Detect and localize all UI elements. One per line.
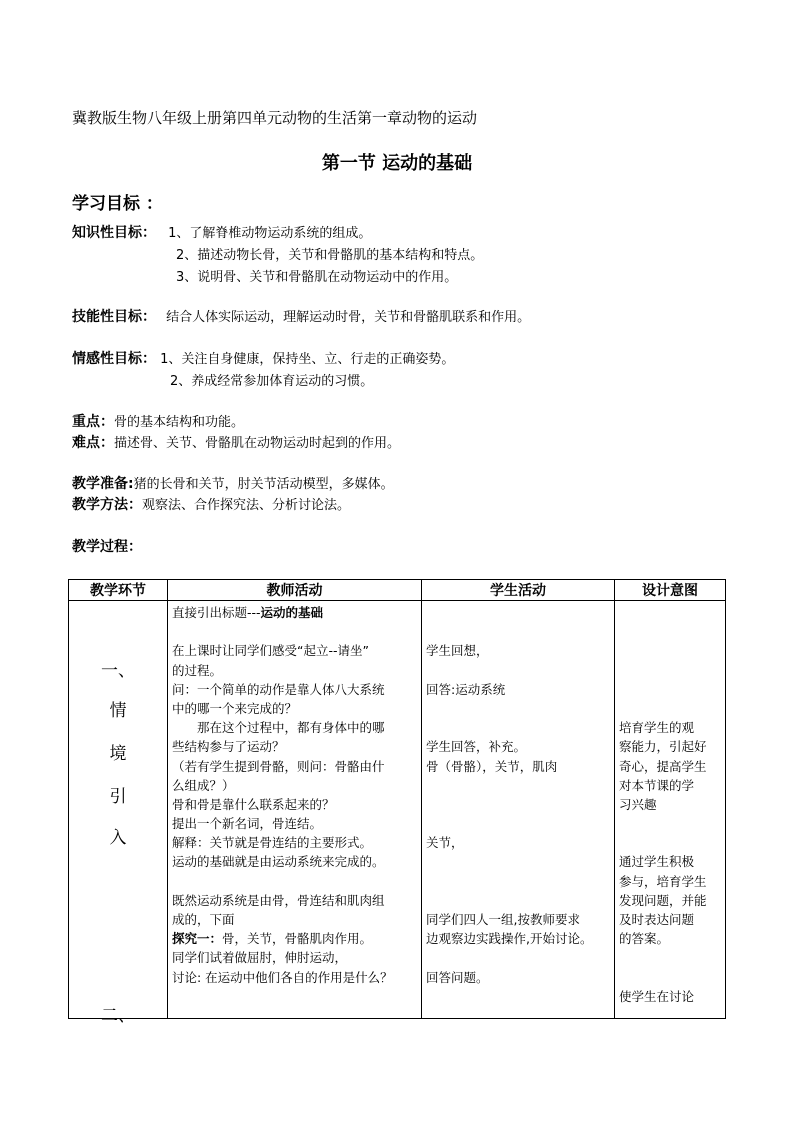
difficulty-label: 难点： — [72, 435, 114, 451]
header-student: 学生活动 — [422, 580, 615, 601]
difficulty-text: 描述骨、关节、骨骼肌在动物运动时起到的作用。 — [114, 436, 401, 451]
knowledge-item-1: 1、了解脊椎动物运动系统的组成。 — [168, 226, 372, 241]
student-recall: 学生回想， — [426, 643, 489, 659]
teacher-line-1: 在上课时让同学们感受“起立--请坐” — [172, 643, 369, 659]
lesson-table — [68, 579, 726, 1026]
method-text: 观察法、合作探究法、分析讨论法。 — [142, 498, 351, 513]
student-answer-2: 学生回答，补充。 — [426, 739, 527, 755]
document-header: 冀教版生物八年级上册第四单元动物的生活第一章动物的运动 — [72, 109, 478, 127]
section-title: 第一节 运动的基础 — [321, 153, 473, 174]
prep-text: 猪的长骨和关节，肘关节活动模型，多媒体。 — [133, 477, 394, 492]
intent3-line-1: 使学生在讨论 — [619, 988, 695, 1004]
stage1-char-4: 入 — [109, 828, 127, 848]
stage2-number: 二、 — [101, 1006, 135, 1026]
skill-objective — [72, 306, 530, 326]
difficulty — [72, 432, 400, 452]
intent-cell — [615, 601, 726, 1019]
skill-label: 技能性目标： — [72, 309, 156, 325]
teaching-prep — [72, 473, 394, 493]
teacher-line-16: 讨论: 在运动中他们各自的作用是什么？ — [172, 969, 393, 985]
student-group-2: 边观察边实践操作,开始讨论。 — [426, 931, 593, 947]
teacher-title-line — [172, 603, 418, 622]
student-group-1: 同学们四人一组,按教师要求 — [426, 912, 580, 927]
teaching-method — [72, 494, 350, 514]
intent1-line-3: 奇心，提高学生 — [619, 758, 707, 774]
student-cell — [422, 601, 615, 1019]
intent2-line-1: 通过学生积极 — [619, 854, 695, 870]
knowledge-item-2: 2、描述动物长骨，关节和骨骼肌的基本结构和特点。 — [176, 248, 484, 263]
teacher-line-5: 那在这个过程中，都有身体中的哪 — [172, 720, 385, 736]
teacher-line-3: 问：一个简单的动作是靠人体八大系统 — [172, 681, 385, 697]
teacher-line-15: 同学们试着做屈肘，伸肘运动， — [172, 950, 348, 966]
header-stage: 教学环节 — [69, 580, 168, 601]
intent2-line-5: 的答案。 — [619, 931, 670, 947]
teacher-line-9: 骨和骨是靠什么联系起来的？ — [172, 796, 335, 812]
stage-cell — [69, 601, 168, 1026]
emotion-objective — [72, 348, 454, 368]
key-point-text: 骨的基本结构和功能。 — [114, 415, 245, 430]
process-heading: 教学过程： — [72, 539, 142, 555]
teacher-cell — [168, 601, 422, 1019]
intent1-line-5: 习兴趣 — [619, 796, 657, 812]
knowledge-item-3: 3、说明骨、关节和骨骼肌在动物运动中的作用。 — [176, 270, 458, 285]
teacher-line-2: 的过程。 — [172, 662, 223, 678]
header-teacher: 教师活动 — [168, 580, 422, 601]
intent2-line-4: 及时表达问题 — [619, 912, 695, 927]
emotion-label: 情感性目标： — [72, 351, 156, 367]
teacher-line-4: 中的哪一个来完成的？ — [172, 700, 298, 716]
teacher-line-12: 运动的基础就是由运动系统来完成的。 — [172, 854, 385, 870]
emotion-item-2: 2、养成经常参加体育运动的习惯。 — [170, 374, 374, 389]
stage1-char-2: 境 — [109, 744, 127, 764]
knowledge-objective — [72, 222, 371, 242]
explore-text: 骨，关节，骨骼肌肉作用。 — [222, 931, 373, 947]
explore-label: 探究一： — [172, 931, 223, 947]
student-joint: 关节， — [426, 835, 464, 851]
intent1-line-4: 对本节课的学 — [619, 777, 695, 793]
teacher-line-13: 既然运动系统是由骨，骨连结和肌肉组 — [172, 892, 385, 908]
key-point — [72, 411, 244, 431]
student-answer-3: 骨（骨骼），关节，肌肉 — [426, 758, 558, 774]
teacher-line-10: 提出一个新名词，骨连结。 — [172, 816, 323, 832]
knowledge-label: 知识性目标： — [72, 225, 156, 241]
objectives-heading: 学习目标 ： — [72, 194, 163, 214]
skill-text: 结合人体实际运动，理解运动时骨，关节和骨骼肌联系和作用。 — [166, 310, 531, 325]
prep-label: 教学准备: — [72, 476, 134, 492]
emotion-item-1: 1、关注自身健康，保持坐、立、行走的正确姿势。 — [160, 352, 455, 367]
intent1-line-1: 培育学生的观 — [619, 720, 695, 736]
table-header-row — [69, 580, 726, 601]
student-answer-4: 回答问题。 — [426, 969, 489, 985]
student-answer-1: 回答:运动系统 — [426, 681, 506, 697]
stage1-char-1: 情 — [109, 701, 127, 721]
stage1-number: 一、 — [101, 661, 135, 681]
intent2-line-2: 参与，培育学生 — [619, 873, 707, 889]
teacher-line-11: 解释：关节就是骨连结的主要形式。 — [172, 835, 373, 851]
header-intent: 设计意图 — [615, 580, 726, 601]
intent2-line-3: 发现问题，并能 — [619, 892, 707, 908]
stage1-char-3: 引 — [109, 787, 127, 807]
method-label: 教学方法： — [72, 497, 142, 513]
teacher-line-7: （若有学生提到骨骼，则问：骨骼由什 — [172, 758, 385, 774]
key-point-label: 重点： — [72, 414, 114, 430]
teacher-line-14: 成的，下面 — [172, 912, 235, 927]
teacher-title-prefix: 直接引出标题--- — [172, 605, 261, 620]
teacher-line-6: 些结构参与了运动？ — [172, 739, 285, 755]
table-row — [69, 601, 726, 1019]
explore-line — [172, 929, 418, 948]
teacher-title-bold: 运动的基础 — [260, 605, 324, 620]
intent1-line-2: 察能力，引起好 — [619, 739, 707, 755]
teacher-line-8: 么组成？） — [172, 777, 235, 793]
